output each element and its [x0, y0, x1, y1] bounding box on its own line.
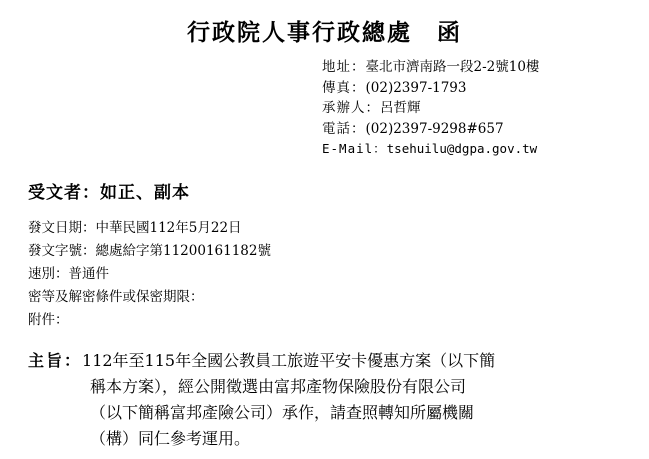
subject-label: 主旨： — [28, 350, 83, 370]
contact-line-fax — [322, 78, 649, 99]
contact-label-address: 地址： — [322, 59, 366, 75]
contact-block — [322, 57, 649, 160]
contact-value-phone: (02)2397-9298#657 — [365, 120, 504, 137]
contact-line-officer — [322, 98, 649, 119]
subject-line-4: （構）同仁參考運用。 — [90, 428, 251, 448]
meta-attachment: 附件： — [28, 311, 69, 328]
meta-issue-date: 發文日期：中華民國112年5月22日 — [28, 219, 242, 236]
contact-value-address: 臺北市濟南路一段2-2號10樓 — [365, 59, 540, 75]
contact-label-phone: 電話： — [322, 120, 366, 137]
meta-block — [28, 217, 649, 332]
contact-value-email: tsehuilu@dgpa.gov.tw — [386, 141, 538, 156]
page-title: 行政院人事行政總處 函 — [187, 19, 462, 46]
contact-line-email — [322, 139, 649, 160]
meta-confidentiality: 密等及解密條件或保密期限： — [28, 288, 204, 305]
contact-line-address — [322, 57, 649, 78]
contact-label-fax: 傳真： — [322, 79, 366, 96]
document-page — [0, 14, 649, 459]
meta-speed-class: 速別：普通件 — [28, 265, 109, 282]
subject-block — [28, 348, 649, 452]
subject-line-2: 稱本方案），經公開徵選由富邦產物保險股份有限公司 — [90, 376, 467, 396]
subject-line-1: 112年至115年全國公教員工旅遊平安卡優惠方案（以下簡 — [82, 350, 496, 370]
contact-line-phone — [322, 119, 649, 140]
subject-line-3: （以下簡稱富邦產險公司）承作，請查照轉知所屬機關 — [90, 402, 475, 422]
contact-value-officer: 呂哲輝 — [380, 100, 421, 116]
contact-value-fax: (02)2397-1793 — [365, 79, 467, 96]
recipient-line: 受文者：如正、副本 — [28, 182, 190, 203]
contact-label-email: E-Mail： — [322, 141, 387, 156]
meta-document-number: 發文字號：總處給字第11200161182號 — [28, 242, 271, 259]
contact-label-officer: 承辦人： — [322, 100, 380, 116]
